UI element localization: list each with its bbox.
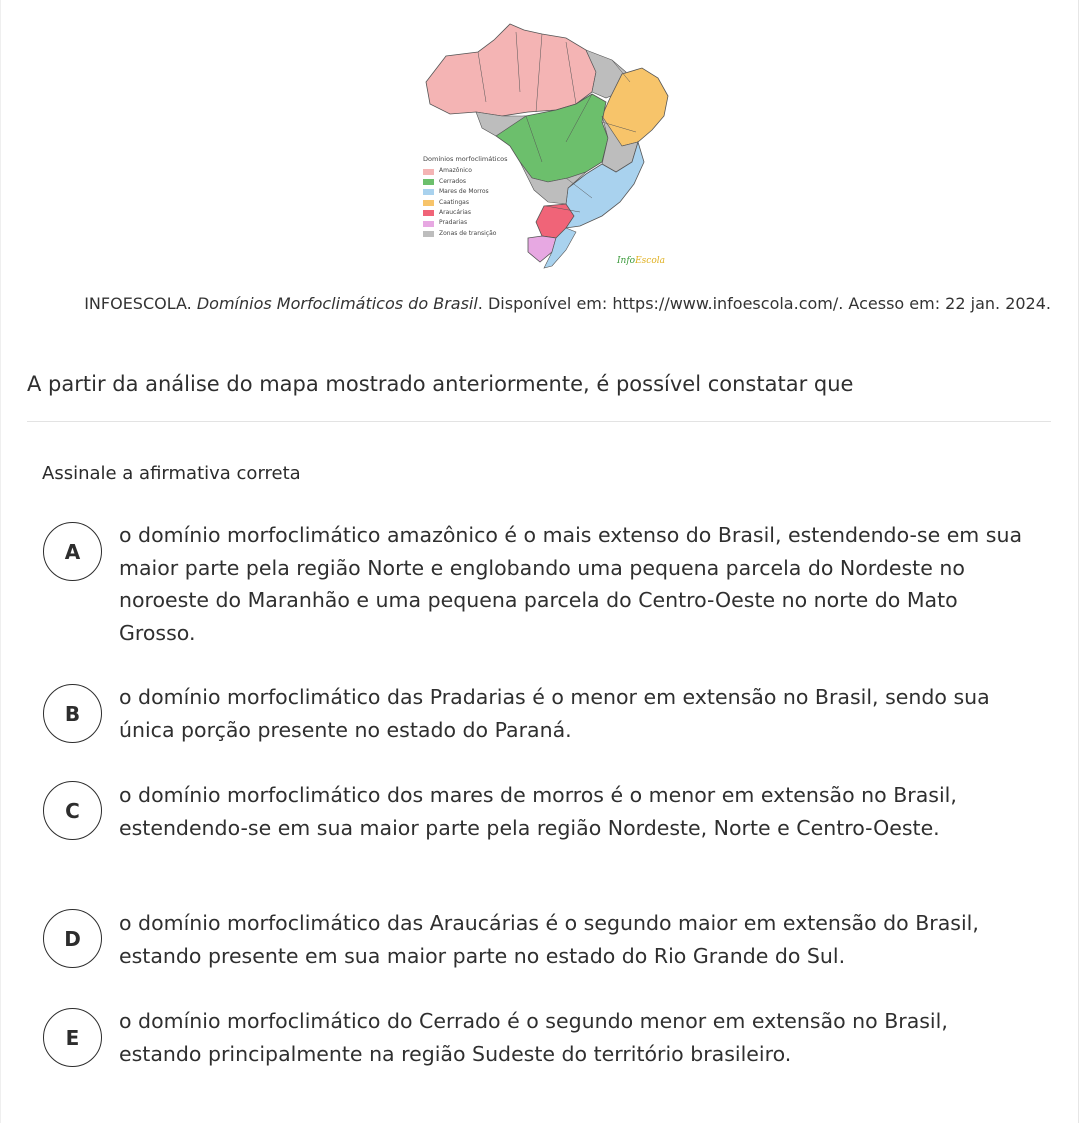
option-letter-badge[interactable]: C	[43, 781, 102, 840]
legend-swatch	[423, 179, 434, 185]
option-text: o domínio morfoclimático dos mares de morros é o menor em extensão no Brasil, estendendo-se em sua maior parte pela região Nordeste, Norte e Centro-Oeste.	[119, 783, 957, 840]
option-text: o domínio morfoclimático das Pradarias é o menor em extensão no Brasil, sendo sua única porção presente no estado do Paraná.	[119, 685, 990, 742]
legend-title: Domínios morfoclimáticos	[423, 155, 508, 163]
legend-item	[423, 166, 508, 176]
legend-swatch	[423, 231, 434, 237]
option-text: o domínio morfoclimático do Cerrado é o segundo menor em extensão no Brasil, estando principalmente na região Sudeste do território brasileiro.	[119, 1009, 948, 1066]
option-letter-badge[interactable]: E	[43, 1008, 102, 1067]
legend-item	[423, 187, 508, 197]
legend-item	[423, 218, 508, 228]
infoescola-logo	[617, 256, 665, 266]
legend-label: Zonas de transição	[439, 229, 497, 237]
option-letter-badge[interactable]: D	[43, 909, 102, 968]
legend-item	[423, 229, 508, 239]
divider	[27, 421, 1051, 422]
legend-swatch	[423, 200, 434, 206]
legend-label: Amazônico	[439, 167, 472, 175]
legend-item	[423, 208, 508, 218]
citation-source: INFOESCOLA.	[84, 294, 192, 313]
legend-label: Caatingas	[439, 198, 469, 206]
brand-suffix: Escola	[635, 256, 666, 266]
legend-label: Cerrados	[439, 177, 466, 185]
legend-swatch	[423, 221, 434, 227]
option-letter-badge[interactable]: A	[43, 522, 102, 581]
option-text: o domínio morfoclimático das Araucárias é o segundo maior em extensão do Brasil, estando presente em sua maior parte no estado do Rio Grande do Sul.	[119, 911, 979, 968]
option-text: o domínio morfoclimático amazônico é o mais extenso do Brasil, estendendo-se em sua maior parte pela região Norte e englobando uma pequena parcela do Nordeste no noroeste do Maranhão e uma pequena parcela do Centro-Oeste no norte do Mato Grosso.	[119, 523, 1023, 646]
legend-item	[423, 177, 508, 187]
legend-label: Mares de Morros	[439, 188, 489, 196]
legend-swatch	[423, 210, 434, 216]
legend-label: Araucárias	[439, 209, 471, 217]
brand-prefix: Info	[617, 256, 636, 266]
legend-label: Pradarias	[439, 219, 468, 227]
question-instruction: Assinale a afirmativa correta	[42, 463, 301, 484]
map-citation	[56, 287, 1051, 320]
legend-swatch	[423, 189, 434, 195]
legend-swatch	[423, 169, 434, 175]
map-legend	[423, 154, 508, 239]
citation-rest: . Disponível em: https://www.infoescola.com/. Acesso em: 22 jan. 2024.	[477, 294, 1051, 313]
citation-title: Domínios Morfoclimáticos do Brasil	[196, 294, 478, 313]
legend-item	[423, 198, 508, 208]
option-letter-badge[interactable]: B	[43, 684, 102, 743]
question-prompt: A partir da análise do mapa mostrado anteriormente, é possível constatar que	[27, 372, 854, 396]
